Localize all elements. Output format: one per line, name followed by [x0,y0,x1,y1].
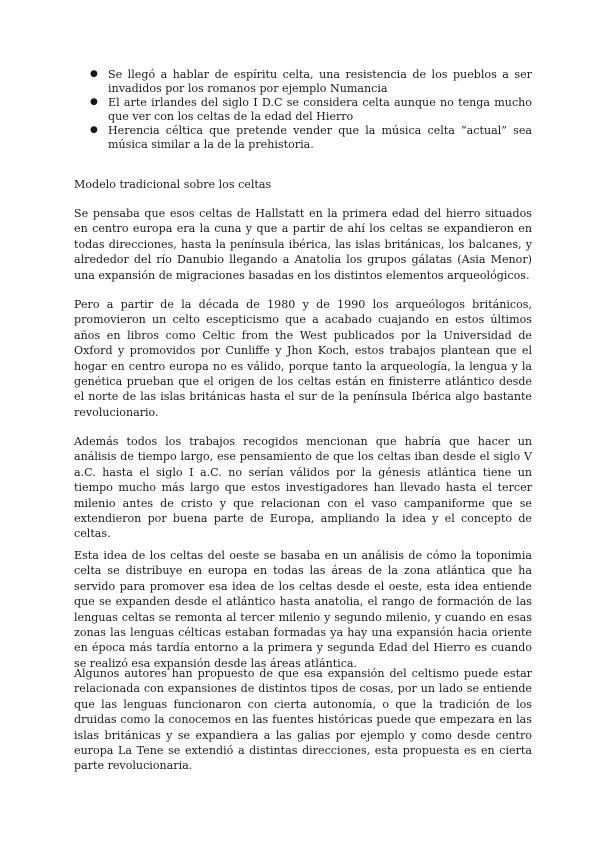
bullet-item: ● Se llegó a hablar de espíritu celta, una resistencia de los pueblos a ser invadidos por los romanos por ejemplo Numancia [90,68,532,95]
bullet-item: ● El arte irlandes del siglo I D.C se considera celta aunque no tenga mucho que ver con los celtas de la edad del Hierro [90,96,532,123]
paragraph-2: Pero a partir de la década de 1980 y de 1990 los arqueólogos británicos, promovieron un celto escepticismo que a acabado cuajando en estos últimos años en libros como Celtic from the West publicados por la Universidad de Oxford y promovidos por Cunliffe y Jhon Koch, estos trabajos plantean que el hogar en centro europa no es válido, porque tanto la arqueología, la lengua y la genética prueban que el origen de los celtas están en finisterre atlántico desde el norte de las islas británicas hasta el sur de la península Ibérica algo bastante revolucionario. [74,298,532,419]
bullet-list [90,68,532,152]
paragraph-1: Se pensaba que esos celtas de Hallstatt en la primera edad del hierro situados en centro europa era la cuna y que a partir de ahí los celtas se expandieron en todas direcciones, hasta la península ibérica, las islas británicas, los balcanes, y alrededor del río Danubio llegando a Anatolia los grupos gálatas (Asia Menor) una expansión de migraciones basadas en los distintos elementos arqueológicos. [74,207,532,282]
paragraph-5: Algunos autores han propuesto de que esa expansión del celtismo puede estar relacionada con expansiones de distintos tipos de cosas, por un lado se entiende que las lenguas funcionaron con cierta autonomía, o que la tradición de los druidas como la conocemos en las fuentes históricas puede que empezara en las islas británicas y se expandiera a las galias por ejemplo y como desde centro europa La Tene se extendió a distintas direcciones, esta propuesta es en cierta parte revolucionaria. [74,667,532,773]
bullet-item: ● Herencia céltica que pretende vender que la música celta “actual” sea música similar a la de la prehistoria. [90,124,532,151]
paragraph-3: Además todos los trabajos recogidos mencionan que habría que hacer un análisis de tiempo largo, ese pensamiento de que los celtas iban desde el siglo V a.C. hasta el siglo I a.C. no serían válidos por la génesis atlántica tiene un tiempo mucho más largo que estos investigadores han llevado hasta el tercer milenio antes de cristo y que relacionan con el vaso campaniforme que se extendieron por buena parte de Europa, ampliando la idea y el concepto de celtas. [74,435,532,541]
paragraph-4: Esta idea de los celtas del oeste se basaba en un análisis de cómo la toponimia celta se distribuye en europa en todas las áreas de la zona atlántica que ha servido para promover esa idea de los celtas desde el oeste, esta idea entiende que se expanden desde el atlántico hasta anatolia, el rango de formación de las lenguas celtas se remonta al tercer milenio y segundo milenio, y cuando en esas zonas las lenguas célticas estaban formadas ya hay una expansión hacia oriente en época más tardía entorno a la primera y segunda Edad del Hierro es cuando se realizó esa expansión desde las áreas atlántica. [74,549,532,670]
section-title: Modelo tradicional sobre los celtas [74,178,272,191]
